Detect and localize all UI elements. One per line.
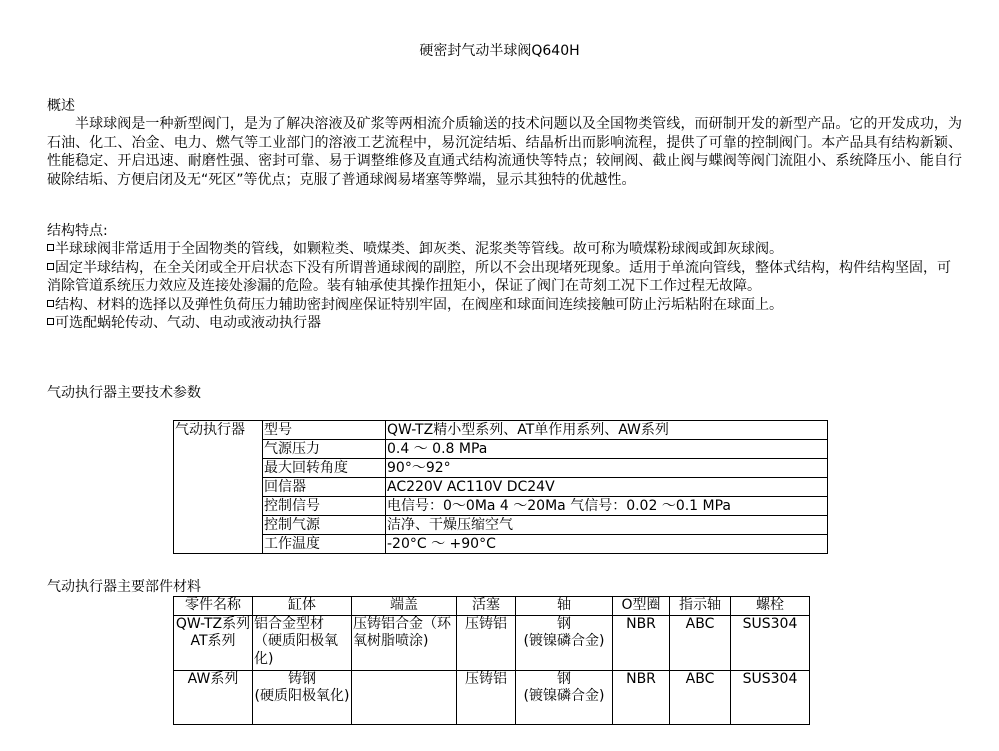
- spec-table: [173, 420, 828, 554]
- column-header: 螺栓: [731, 597, 810, 616]
- structure-item: [47, 259, 962, 296]
- spec-heading: 气动执行器主要技术参数: [47, 385, 201, 401]
- table-row: [174, 670, 810, 724]
- table-cell: 压铸铝: [457, 615, 516, 670]
- spec-key: 最大回转角度: [263, 459, 386, 478]
- spec-key: 工作温度: [263, 535, 386, 554]
- table-cell: 铝合金型材（硬质阳极氧化): [253, 615, 352, 670]
- table-cell: 压铸铝合金（环氧树脂喷涂): [352, 615, 457, 670]
- table-cell: NBR: [613, 670, 670, 724]
- spec-value: QW-TZ精小型系列、AT单作用系列、AW系列: [386, 421, 828, 440]
- bullet-box-icon: [47, 244, 54, 251]
- spec-value: 洁净、干燥压缩空气: [386, 516, 828, 535]
- spec-value: -20°C ～ +90°C: [386, 535, 828, 554]
- spec-value: 0.4 ～ 0.8 MPa: [386, 440, 828, 459]
- table-cell: [352, 670, 457, 724]
- column-header: 活塞: [457, 597, 516, 616]
- spec-key: 气源压力: [263, 440, 386, 459]
- table-row: [174, 497, 828, 516]
- material-heading: 气动执行器主要部件材料: [47, 579, 201, 595]
- material-table: [173, 596, 810, 725]
- structure-item-text: 结构、材料的选择以及弹性负荷压力辅助密封阀座保证特别牢固，在阀座和球面间连续接触可防止污垢粘附在球面上。: [55, 296, 783, 313]
- table-row: [174, 535, 828, 554]
- table-row: [174, 440, 828, 459]
- table-cell: 铸钢 (硬质阳极氧化): [253, 670, 352, 724]
- table-cell: 钢 (镀镍磷合金): [516, 670, 613, 724]
- spec-value: AC220V AC110V DC24V: [386, 478, 828, 497]
- column-header: 轴: [516, 597, 613, 616]
- table-cell: ABC: [670, 670, 731, 724]
- table-cell: NBR: [613, 615, 670, 670]
- column-header: 缸体: [253, 597, 352, 616]
- overview-paragraph: [47, 115, 962, 189]
- spec-value: 电信号：0～0Ma 4 ～20Ma 气信号：0.02 ～0.1 MPa: [386, 497, 828, 516]
- structure-item-text: 可选配蜗轮传动、气动、电动或液动执行器: [55, 315, 321, 331]
- structure-item: [47, 240, 962, 259]
- table-row: [174, 615, 810, 670]
- spec-key: 型号: [263, 421, 386, 440]
- table-row: [174, 421, 828, 440]
- column-header: 端盖: [352, 597, 457, 616]
- structure-item: [47, 296, 962, 315]
- table-row: [174, 478, 828, 497]
- document-title: 硬密封气动半球阀Q640H: [419, 43, 580, 59]
- structure-item-text: 半球球阀非常适用于全固物类的管线，如颗粒类、喷煤类、卸灰类、泥浆类等管线。故可称为喷煤粉球阀或卸灰球阀。: [55, 241, 783, 257]
- table-cell: AW系列: [174, 670, 253, 724]
- spec-key: 控制信号: [263, 497, 386, 516]
- spec-key: 控制气源: [263, 516, 386, 535]
- table-cell: SUS304: [731, 615, 810, 670]
- table-header-row: [174, 597, 810, 616]
- spec-key: 回信器: [263, 478, 386, 497]
- table-cell: 压铸铝: [457, 670, 516, 724]
- table-cell: 钢 (镀镍磷合金): [516, 615, 613, 670]
- structure-item: [47, 314, 962, 333]
- table-row: [174, 459, 828, 478]
- column-header: O型圈: [613, 597, 670, 616]
- spec-value: 90°～92°: [386, 459, 828, 478]
- table-row: [174, 516, 828, 535]
- table-cell: QW-TZ系列 AT系列: [174, 615, 253, 670]
- bullet-box-icon: [47, 263, 54, 270]
- bullet-box-icon: [47, 318, 54, 325]
- column-header: 指示轴: [670, 597, 731, 616]
- spec-group-label: 气动执行器: [174, 421, 263, 554]
- overview-heading: 概述: [47, 98, 75, 114]
- structure-list: [47, 240, 962, 333]
- table-cell: ABC: [670, 615, 731, 670]
- overview-text: 半球球阀是一种新型阀门，是为了解决溶液及矿浆等两相流介质输送的技术问题以及全国物类管线，而研制开发的新型产品。它的开发成功，为石油、化工、冶金、电力、燃气等工业部门的溶液工艺流程中，易沉淀结垢、结晶析出而影响流程，提供了可靠的控制阀门。本产品具有结构新颖、性能稳定、开启迅速、耐磨性强、密封可靠、易于调整维修及直通式结构流通快等特点；较闸阀、截止阀与蝶阀等阀门流阻小、系统降压小、能自行破除结垢、方便启闭及无“死区”等优点；克服了普通球阀易堵塞等弊端，显示其独特的优越性。: [47, 116, 962, 188]
- structure-heading: 结构特点:: [47, 223, 108, 239]
- structure-item-text: 固定半球结构，在全关闭或全开启状态下没有所谓普通球阀的副腔，所以不会出现堵死现象。适用于单流向管线，整体式结构，构件结构坚固，可消除管道系统压力效应及连接处渗漏的危险。装有轴承使其操作扭矩小，保证了阀门在苛刻工况下工作过程无故障。: [47, 259, 951, 294]
- bullet-box-icon: [47, 300, 54, 307]
- table-cell: SUS304: [731, 670, 810, 724]
- column-header: 零件名称: [174, 597, 253, 616]
